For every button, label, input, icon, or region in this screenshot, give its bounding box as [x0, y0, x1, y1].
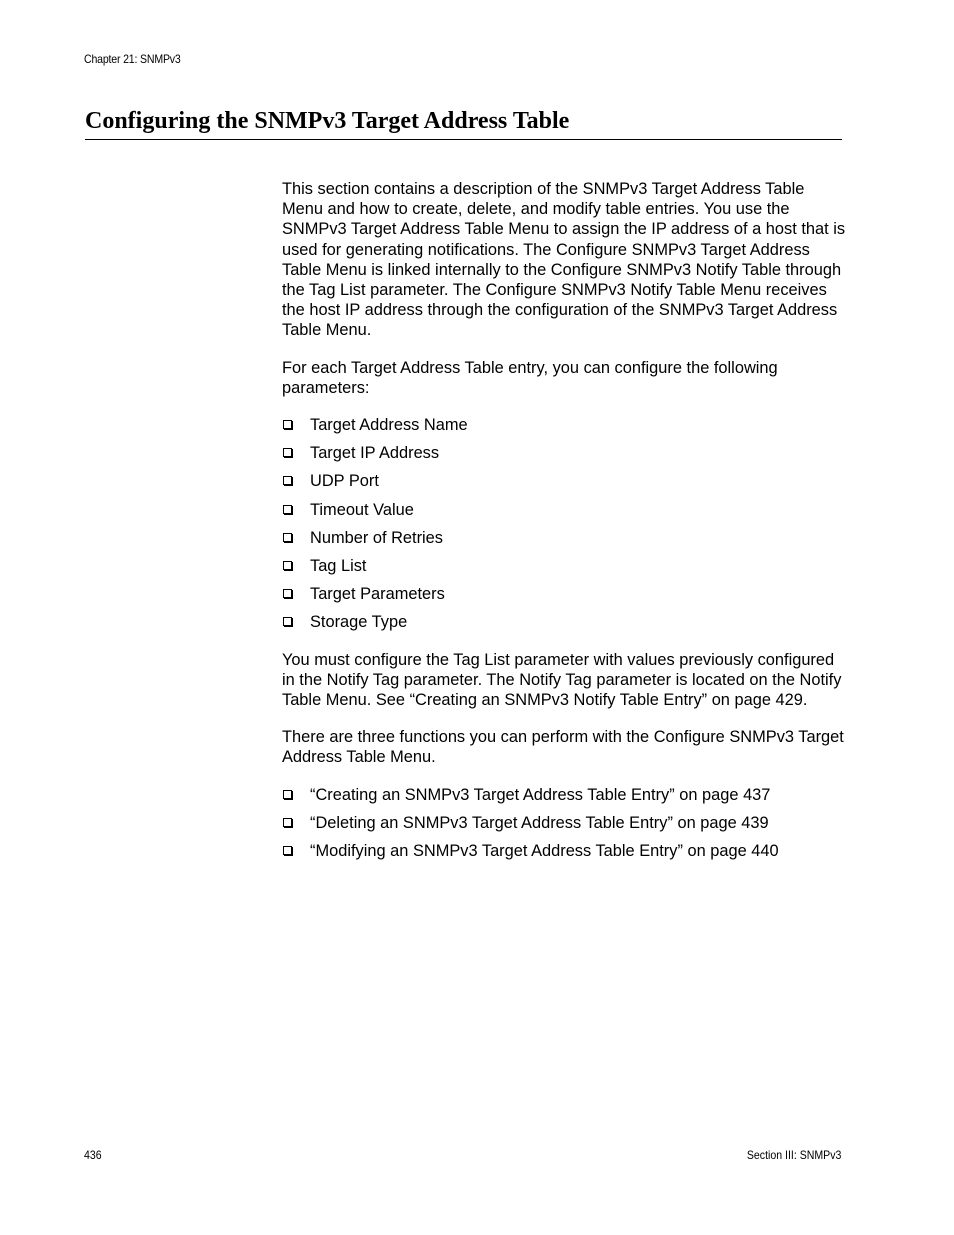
page-number: 436: [84, 1148, 102, 1162]
checkbox-bullet-icon: [283, 448, 292, 457]
checkbox-bullet-icon: [283, 790, 292, 799]
list-item-label: Number of Retries: [310, 528, 443, 547]
running-header: Chapter 21: SNMPv3: [84, 52, 181, 66]
list-item: [282, 556, 847, 576]
list-item: [282, 415, 847, 435]
cross-reference-link[interactable]: “Creating an SNMPv3 Target Address Table Entry” on page 437: [310, 785, 771, 804]
checkbox-bullet-icon: [283, 561, 292, 570]
cross-reference-link[interactable]: “Deleting an SNMPv3 Target Address Table Entry” on page 439: [310, 813, 769, 832]
page-title: Configuring the SNMPv3 Target Address Table: [85, 107, 842, 140]
intro-paragraph: This section contains a description of the SNMPv3 Target Address Table Menu and how to create, delete, and modify table entries. You use the SNMPv3 Target Address Table Menu to assign the IP address of a host that is used for generating notifications. The Configure SNMPv3 Target Address Table Menu is linked internally to the Configure SNMPv3 Notify Table through the Tag List parameter. The Configure SNMPv3 Notify Table Menu receives the host IP address through the configuration of the SNMPv3 Target Address Table Menu.: [282, 180, 846, 340]
list-item-label: Storage Type: [310, 613, 408, 632]
parameter-list: [282, 415, 847, 633]
checkbox-bullet-icon: [283, 533, 292, 542]
list-item: [282, 841, 847, 861]
checkbox-bullet-icon: [283, 818, 292, 827]
list-item-label: Target Parameters: [310, 585, 445, 604]
body-text: [282, 179, 847, 878]
list-item-label: UDP Port: [310, 472, 379, 491]
running-footer-section: Section III: SNMPv3: [746, 1148, 841, 1162]
list-item: [282, 612, 847, 632]
list-item: [282, 471, 847, 491]
cross-reference-link[interactable]: “Modifying an SNMPv3 Target Address Table Entry” on page 440: [310, 841, 779, 860]
function-list: [282, 785, 847, 862]
list-item: [282, 813, 847, 833]
tag-list-paragraph: You must configure the Tag List parameter with values previously configured in the Notify Tag parameter. The Notify Tag parameter is located on the Notify Table Menu. See “Creating an SNMPv3 Notify Table Entry” on page 429.: [282, 650, 842, 709]
parameters-intro-paragraph: For each Target Address Table entry, you can configure the following parameters:: [282, 358, 778, 397]
checkbox-bullet-icon: [283, 617, 292, 626]
checkbox-bullet-icon: [283, 589, 292, 598]
checkbox-bullet-icon: [283, 420, 292, 429]
checkbox-bullet-icon: [283, 505, 292, 514]
list-item-label: Target Address Name: [310, 416, 468, 435]
list-item-label: Timeout Value: [310, 500, 414, 519]
list-item-label: Tag List: [310, 556, 367, 575]
list-item-label: Target IP Address: [310, 444, 440, 463]
list-item: [282, 443, 847, 463]
functions-intro-paragraph: There are three functions you can perform with the Configure SNMPv3 Target Address Table Menu.: [282, 728, 844, 767]
checkbox-bullet-icon: [283, 476, 292, 485]
list-item: [282, 785, 847, 805]
list-item: [282, 528, 847, 548]
list-item: [282, 500, 847, 520]
checkbox-bullet-icon: [283, 846, 292, 855]
list-item: [282, 584, 847, 604]
